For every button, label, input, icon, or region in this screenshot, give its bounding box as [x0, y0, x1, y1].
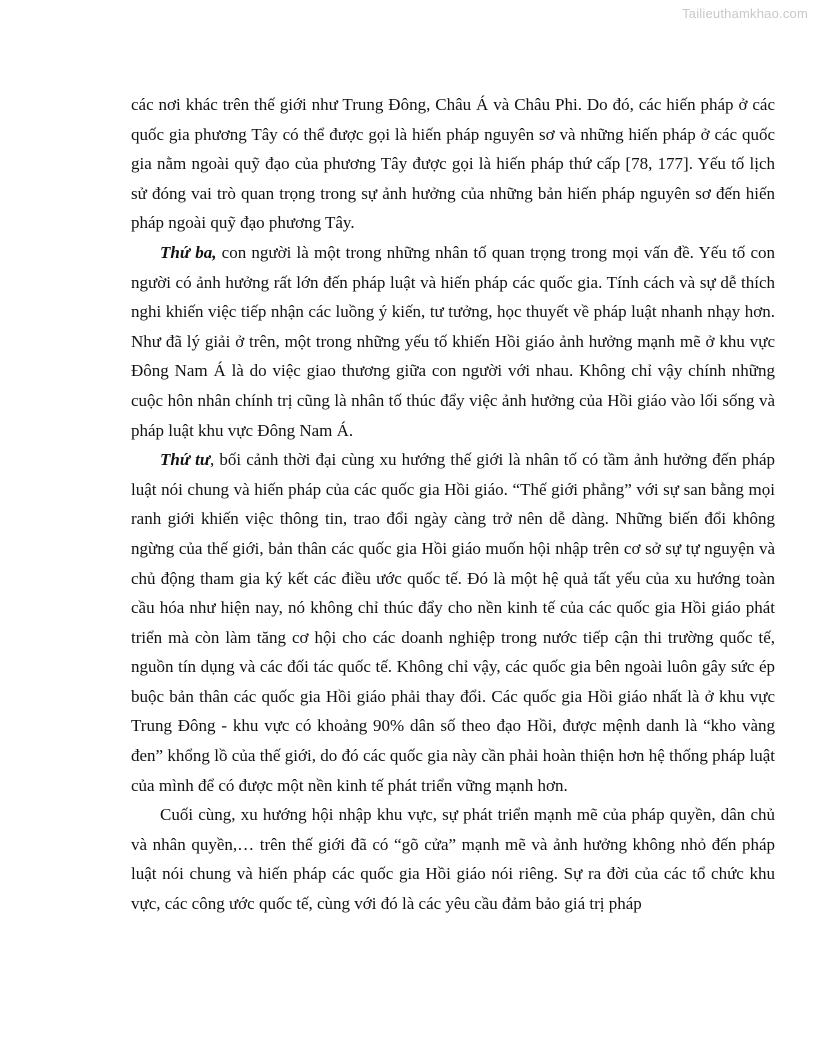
- paragraph-thu-ba: [131, 238, 775, 445]
- paragraph-lead-term: Thứ ba,: [160, 242, 217, 262]
- site-watermark: Tailieuthamkhao.com: [682, 6, 808, 21]
- paragraph-cuoi-cung: [131, 800, 775, 918]
- paragraph-text: con người là một trong những nhân tố quan trọng trong mọi vấn đề. Yếu tố con người có ảnh hưởng rất lớn đến pháp luật và hiến pháp các quốc gia. Tính cách và sự dễ thích nghi khiến việc tiếp nhận các luồng ý kiến, tư tưởng, học thuyết về pháp luật nhanh nhạy hơn. Như đã lý giải ở trên, một trong những yếu tố khiến Hồi giáo ảnh hưởng mạnh mẽ ở khu vực Đông Nam Á là do việc giao thương giữa con người với nhau. Không chỉ vậy chính những cuộc hôn nhân chính trị cũng là nhân tố thúc đẩy việc ảnh hưởng của Hồi giáo vào lối sống và pháp luật khu vực Đông Nam Á.: [131, 242, 775, 440]
- paragraph-lead-term: Thứ tư: [160, 450, 211, 470]
- page-body: [131, 90, 775, 919]
- paragraph-continuation: [131, 90, 775, 238]
- paragraph-text: , bối cảnh thời đại cùng xu hướng thế giới là nhân tố có tầm ảnh hưởng đến pháp luật nói chung và hiến pháp của các quốc gia Hồi giáo. “Thế giới phẳng” với sự san bằng mọi ranh giới khiến việc thông tin, trao đổi ngày càng trở nên dễ dàng. Những biến đổi không ngừng của thế giới, bản thân các quốc gia Hồi giáo muốn hội nhập trên cơ sở sự tự nguyện và chủ động tham gia ký kết các điều ước quốc tế. Đó là một hệ quả tất yếu của xu hướng toàn cầu hóa như hiện nay, nó không chỉ thúc đẩy cho nền kinh tế của các quốc gia Hồi giáo phát triển mà còn làm tăng cơ hội cho các doanh nghiệp trong nước tiếp cận thi trường quốc tế, nguồn tín dụng và các đối tác quốc tế. Không chỉ vậy, các quốc gia bên ngoài luôn gây sức ép buộc bản thân các quốc gia Hồi giáo phải thay đổi. Các quốc gia Hồi giáo nhất là ở khu vực Trung Đông - khu vực có khoảng 90% dân số theo đạo Hồi, được mệnh danh là “kho vàng đen” khổng lồ của thế giới, do đó các quốc gia này cần phải hoàn thiện hơn hệ thống pháp luật của mình để có được một nền kinh tế phát triển vững mạnh hơn.: [131, 450, 776, 795]
- paragraph-text: các nơi khác trên thế giới như Trung Đông, Châu Á và Châu Phi. Do đó, các hiến pháp ở các quốc gia phương Tây có thể được gọi là hiến pháp nguyên sơ và những hiến pháp ở các quốc gia nằm ngoài quỹ đạo của phương Tây được gọi là hiến pháp thứ cấp [78, 177]. Yếu tố lịch sử đóng vai trò quan trọng trong sự ảnh hưởng của những bản hiến pháp nguyên sơ đến hiến pháp ngoài quỹ đạo phương Tây.: [131, 95, 775, 233]
- paragraph-thu-tu: [131, 445, 775, 800]
- paragraph-text: Cuối cùng, xu hướng hội nhập khu vực, sự phát triển mạnh mẽ của pháp quyền, dân chủ và nhân quyền,… trên thế giới đã có “gõ cửa” mạnh mẽ và ảnh hưởng không nhỏ đến pháp luật nói chung và hiến pháp các quốc gia Hồi giáo nói riêng. Sự ra đời của các tổ chức khu vực, các công ước quốc tế, cùng với đó là các yêu cầu đảm bảo giá trị pháp: [131, 805, 775, 914]
